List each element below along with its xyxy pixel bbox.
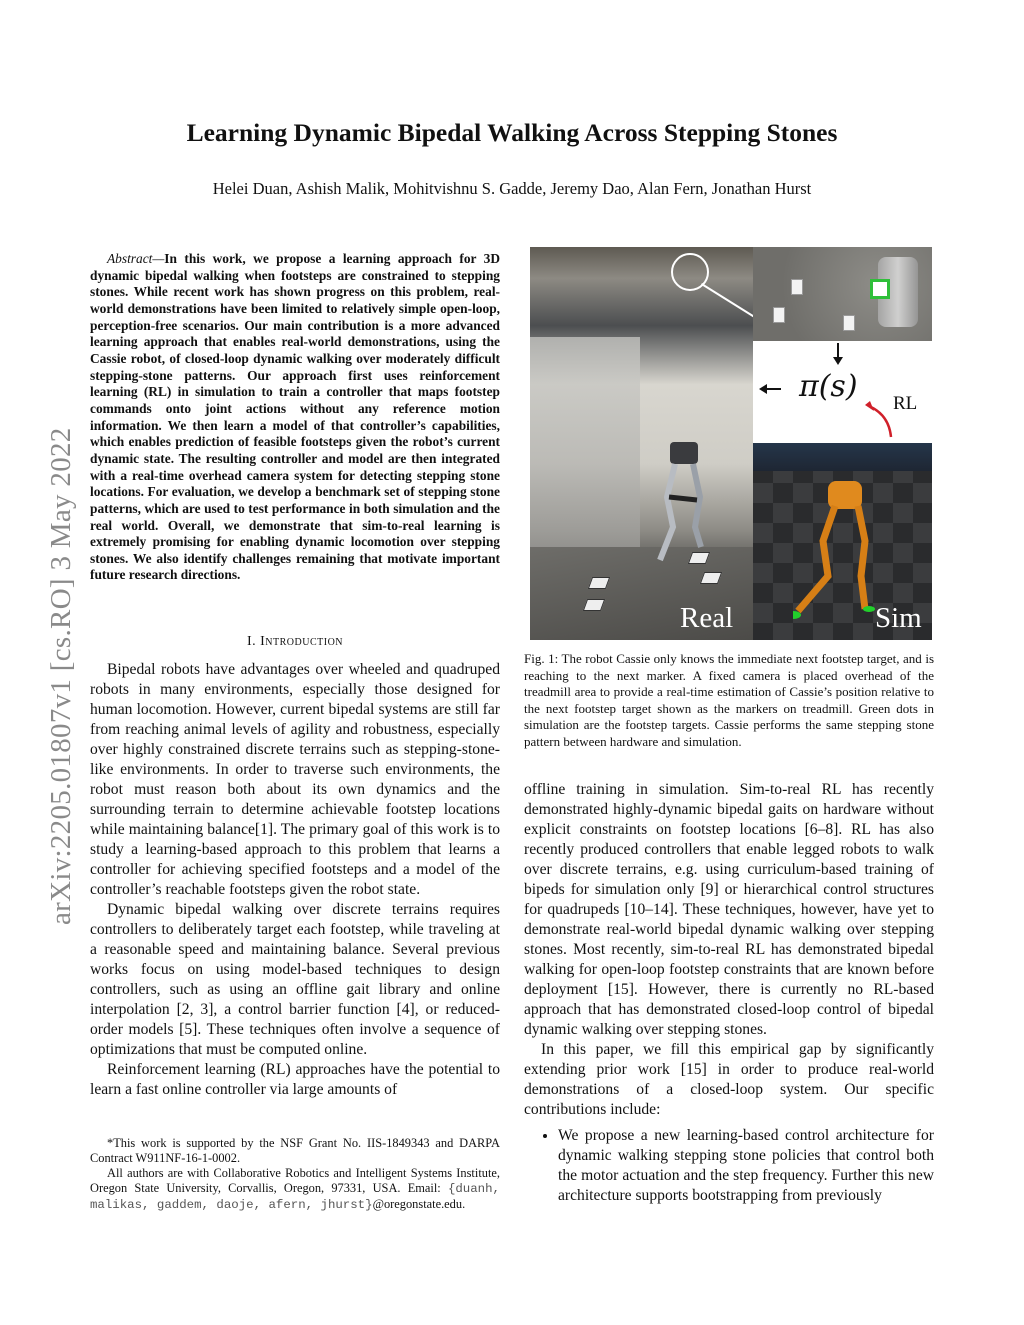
real-robot-photo — [530, 247, 753, 640]
policy-diagram — [753, 341, 932, 443]
real-label: Real — [680, 602, 734, 634]
detected-marker — [870, 279, 890, 299]
email-domain: @oregonstate.edu. — [372, 1196, 466, 1211]
overhead-camera-view — [753, 247, 932, 341]
marker-tag — [773, 307, 785, 323]
policy-symbol: π(s) — [799, 369, 858, 404]
figure-1 — [530, 247, 932, 640]
abstract-label: Abstract— — [107, 251, 165, 266]
footstep-target-dot — [863, 606, 875, 612]
list-item: • We propose a new learning-based control architecture for dynamic walking stepping stone policies that control both the motor actuation and the step frequency. Further this new architecture supports bootstrapping from previously — [558, 1126, 934, 1206]
affiliation-text: All authors are with Collaborative Robotics and Intelligent Systems Institute, Oregon State University, Corvallis, Oregon, 97331, USA. Email: — [90, 1165, 500, 1195]
paragraph: Reinforcement learning (RL) approaches have the potential to learn a fast online controller via large amounts of — [90, 1061, 500, 1098]
funding-footnote: *This work is supported by the NSF Grant No. IIS-1849343 and DARPA Contract W911NF-16-1-0002. — [90, 1136, 500, 1165]
abstract — [90, 251, 500, 584]
sim-background — [753, 443, 932, 471]
introduction-body — [90, 660, 500, 1100]
contributions-list — [524, 1126, 934, 1206]
paragraph: Bipedal robots have advantages over wheeled and quadruped robots in many environments, especially those designed for human locomotion. However, current bipedal systems are still far from reaching animal levels of agility and robustness, especially over highly constrained discrete terrains such as stepping-stone-like environments. In order to traverse such environments, the robot must reason both about its own dynamics and the surrounding terrain to determine achievable footstep locations while maintaining balance[1]. The primary goal of this work is to study a learning-based approach to this problem that learns a controller for achieving specified footsteps and a model of the controller’s reachable footsteps given the robot state. — [90, 661, 500, 898]
paragraph: offline training in simulation. Sim-to-real RL has recently demonstrated highly-dynamic bipedal gaits on hardware without explicit constraints on footstep locations [6–8]. RL has also recently produced controllers that enable legged robots to walk over discrete terrains, e.g. using curriculum-based training of bipeds for simulation only [9] or hierarchical control structures for quadrupeds [10–14]. These techniques, however, have yet to demonstrate real-world bipedal dynamic walking over stepping stones. Most recently, sim-to-real RL has demonstrated bipedal walking for open-loop footstep constraints that are known before deployment [15]. However, there is currently no RL-based approach that has demonstrated closed-loop control of bipedal dynamic walking over stepping stones. — [524, 781, 934, 1038]
footnotes — [90, 1136, 500, 1213]
paragraph: Dynamic bipedal walking over discrete terrains requires controllers to deliberately target each footstep, while traveling at a reasonable speed and maintaining balance. Several previous works focus on using model-based techniques to design controllers, such as using an offline gait library and online interpolation [2, 3], a control barrier function [4], or reduced-order models [5]. These techniques often involve a sequence of optimizations that must be computed online. — [90, 901, 500, 1058]
marker-tag — [791, 279, 803, 295]
paragraph: In this paper, we fill this empirical gap by significantly extending prior work [15] in order to produce real-world demonstrations of a closed-loop system. Our specific contributions include: — [524, 1041, 934, 1118]
author-list: Helei Duan, Ashish Malik, Mohitvishnu S. Gadde, Jeremy Dao, Alan Fern, Jonathan Hurst — [212, 179, 812, 198]
right-column-body — [524, 780, 934, 1206]
sim-label: Sim — [875, 602, 922, 634]
abstract-text: In this work, we propose a learning approach for 3D dynamic bipedal walking when footsteps are constrained to stepping stones. While recent work has shown progress on this problem, real-world demonstrations have been limited to relatively simple open-loop, perception-free scenarios. Our main contribution is a more advanced learning approach that enables real-world demonstrations, using the Cassie robot, of closed-loop dynamic walking over moderately difficult stepping-stone patterns. Our approach first uses reinforcement learning (RL) in simulation to train a controller that maps footstep commands onto joint actions without any reference motion information. We then learn a model of that controller’s capabilities, which enables prediction of feasible footsteps given the robot’s current dynamic state. The resulting controller and model are then integrated with a real-time overhead camera system for detecting stepping stone locations. For evaluation, we develop a benchmark set of stepping stone patterns, which are used to test performance in both simulation and the real world. Overall, we demonstrate that sim-to-real learning is extremely promising for enabling dynamic locomotion over stepping stones. We also identify challenges remaining that motivate important future research directions. — [90, 251, 500, 583]
cassie-robot-image — [655, 442, 710, 562]
section-number: I. — [246, 634, 257, 649]
sim-robot-image — [793, 481, 893, 621]
section-title: Introduction — [260, 634, 344, 649]
arxiv-identifier[interactable]: arXiv:2205.01807v1 [cs.RO] 3 May 2022 — [45, 427, 77, 925]
figure-caption: Fig. 1: The robot Cassie only knows the immediate next footstep target, and is reaching to the next marker. A fixed camera is placed overhead of the treadmill area to provide a real-time estimation of Cassie’s position relative to the next footstep target shown as the markers on treadmill. Green dots in simulation are the footstep targets. Cassie performs the same stepping stone pattern between hardware and simulation. — [524, 651, 934, 749]
lab-wall — [530, 337, 640, 567]
paper-title: Learning Dynamic Bipedal Walking Across Stepping Stones — [186, 118, 838, 147]
marker-tag — [843, 315, 855, 331]
rl-label: RL — [893, 393, 918, 414]
affiliation-footnote — [90, 1166, 500, 1213]
section-heading — [90, 634, 500, 650]
author-emails: {duanh, malikas, gaddem, daoje, afern, jhurst} — [90, 1181, 500, 1212]
